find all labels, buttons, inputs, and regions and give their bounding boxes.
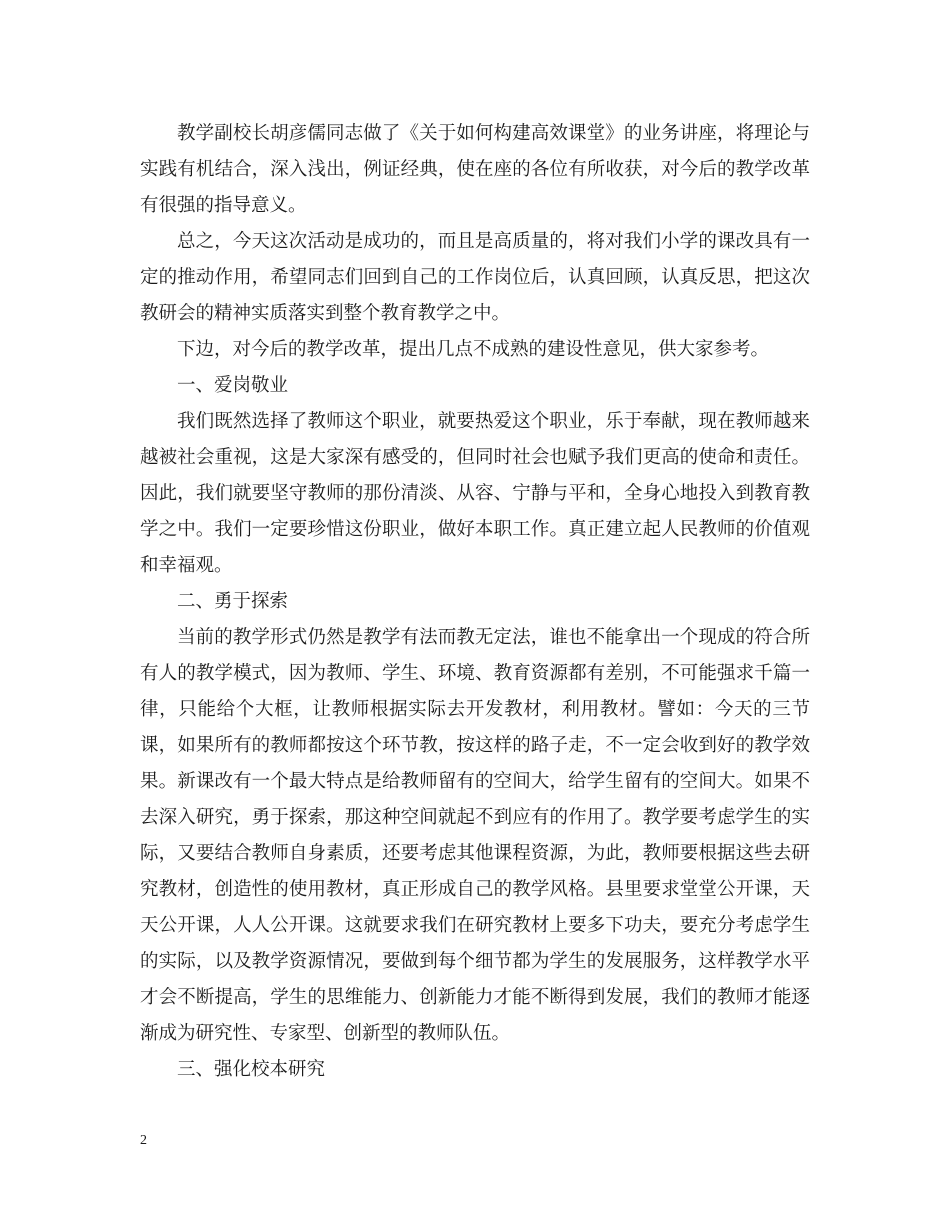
paragraph-suggestions-intro: 下边，对今后的教学改革，提出几点不成熟的建设性意见，供大家参考。 [177, 339, 770, 360]
section-heading-3: 三、强化校本研究 [177, 1059, 326, 1080]
document-body [140, 116, 810, 1088]
paragraph-lecture: 教学副校长胡彦儒同志做了《关于如何构建高效课堂》的业务讲座，将理论与实践有机结合，深入浅出，例证经典，使在座的各位有所收获，对今后的教学改革有很强的指导意义。 [140, 123, 810, 216]
paragraph-summary: 总之，今天这次活动是成功的，而且是高质量的，将对我们小学的课改具有一定的推动作用，希望同志们回到自己的工作岗位后，认真回顾，认真反思，把这次教研会的精神实质落实到整个教育教学之中。 [140, 231, 810, 324]
page-number: 2 [140, 1133, 147, 1148]
paragraph-section-1: 我们既然选择了教师这个职业，就要热爱这个职业，乐于奉献，现在教师越来越被社会重视，这是大家深有感受的，但同时社会也赋予我们更高的使命和责任。因此，我们就要坚守教师的那份清淡、从容、宁静与平和，全身心地投入到教育教学之中。我们一定要珍惜这份职业，做好本职工作。真正建立起人民教师的价值观和幸福观。 [140, 411, 810, 576]
paragraph-section-2: 当前的教学形式仍然是教学有法而教无定法，谁也不能拿出一个现成的符合所有人的教学模式，因为教师、学生、环境、教育资源都有差别，不可能强求千篇一律，只能给个大框，让教师根据实际去开发教材，利用教材。譬如：今天的三节课，如果所有的教师都按这个环节教，按这样的路子走，不一定会收到好的教学效果。新课改有一个最大特点是给教师留有的空间大，给学生留有的空间大。如果不去深入研究，勇于探索，那这种空间就起不到应有的作用了。教学要考虑学生的实际，又要结合教师自身素质，还要考虑其他课程资源，为此，教师要根据这些去研究教材，创造性的使用教材，真正形成自己的教学风格。县里要求堂堂公开课，天天公开课，人人公开课。这就要求我们在研究教材上要多下功夫，要充分考虑学生的实际，以及教学资源情况，要做到每个细节都为学生的发展服务，这样教学水平才会不断提高，学生的思维能力、创新能力才能不断得到发展，我们的教师才能逐渐成为研究性、专家型、创新型的教师队伍。 [140, 627, 810, 1044]
section-heading-2: 二、勇于探索 [177, 591, 289, 612]
section-heading-1: 一、爱岗敬业 [177, 375, 289, 396]
